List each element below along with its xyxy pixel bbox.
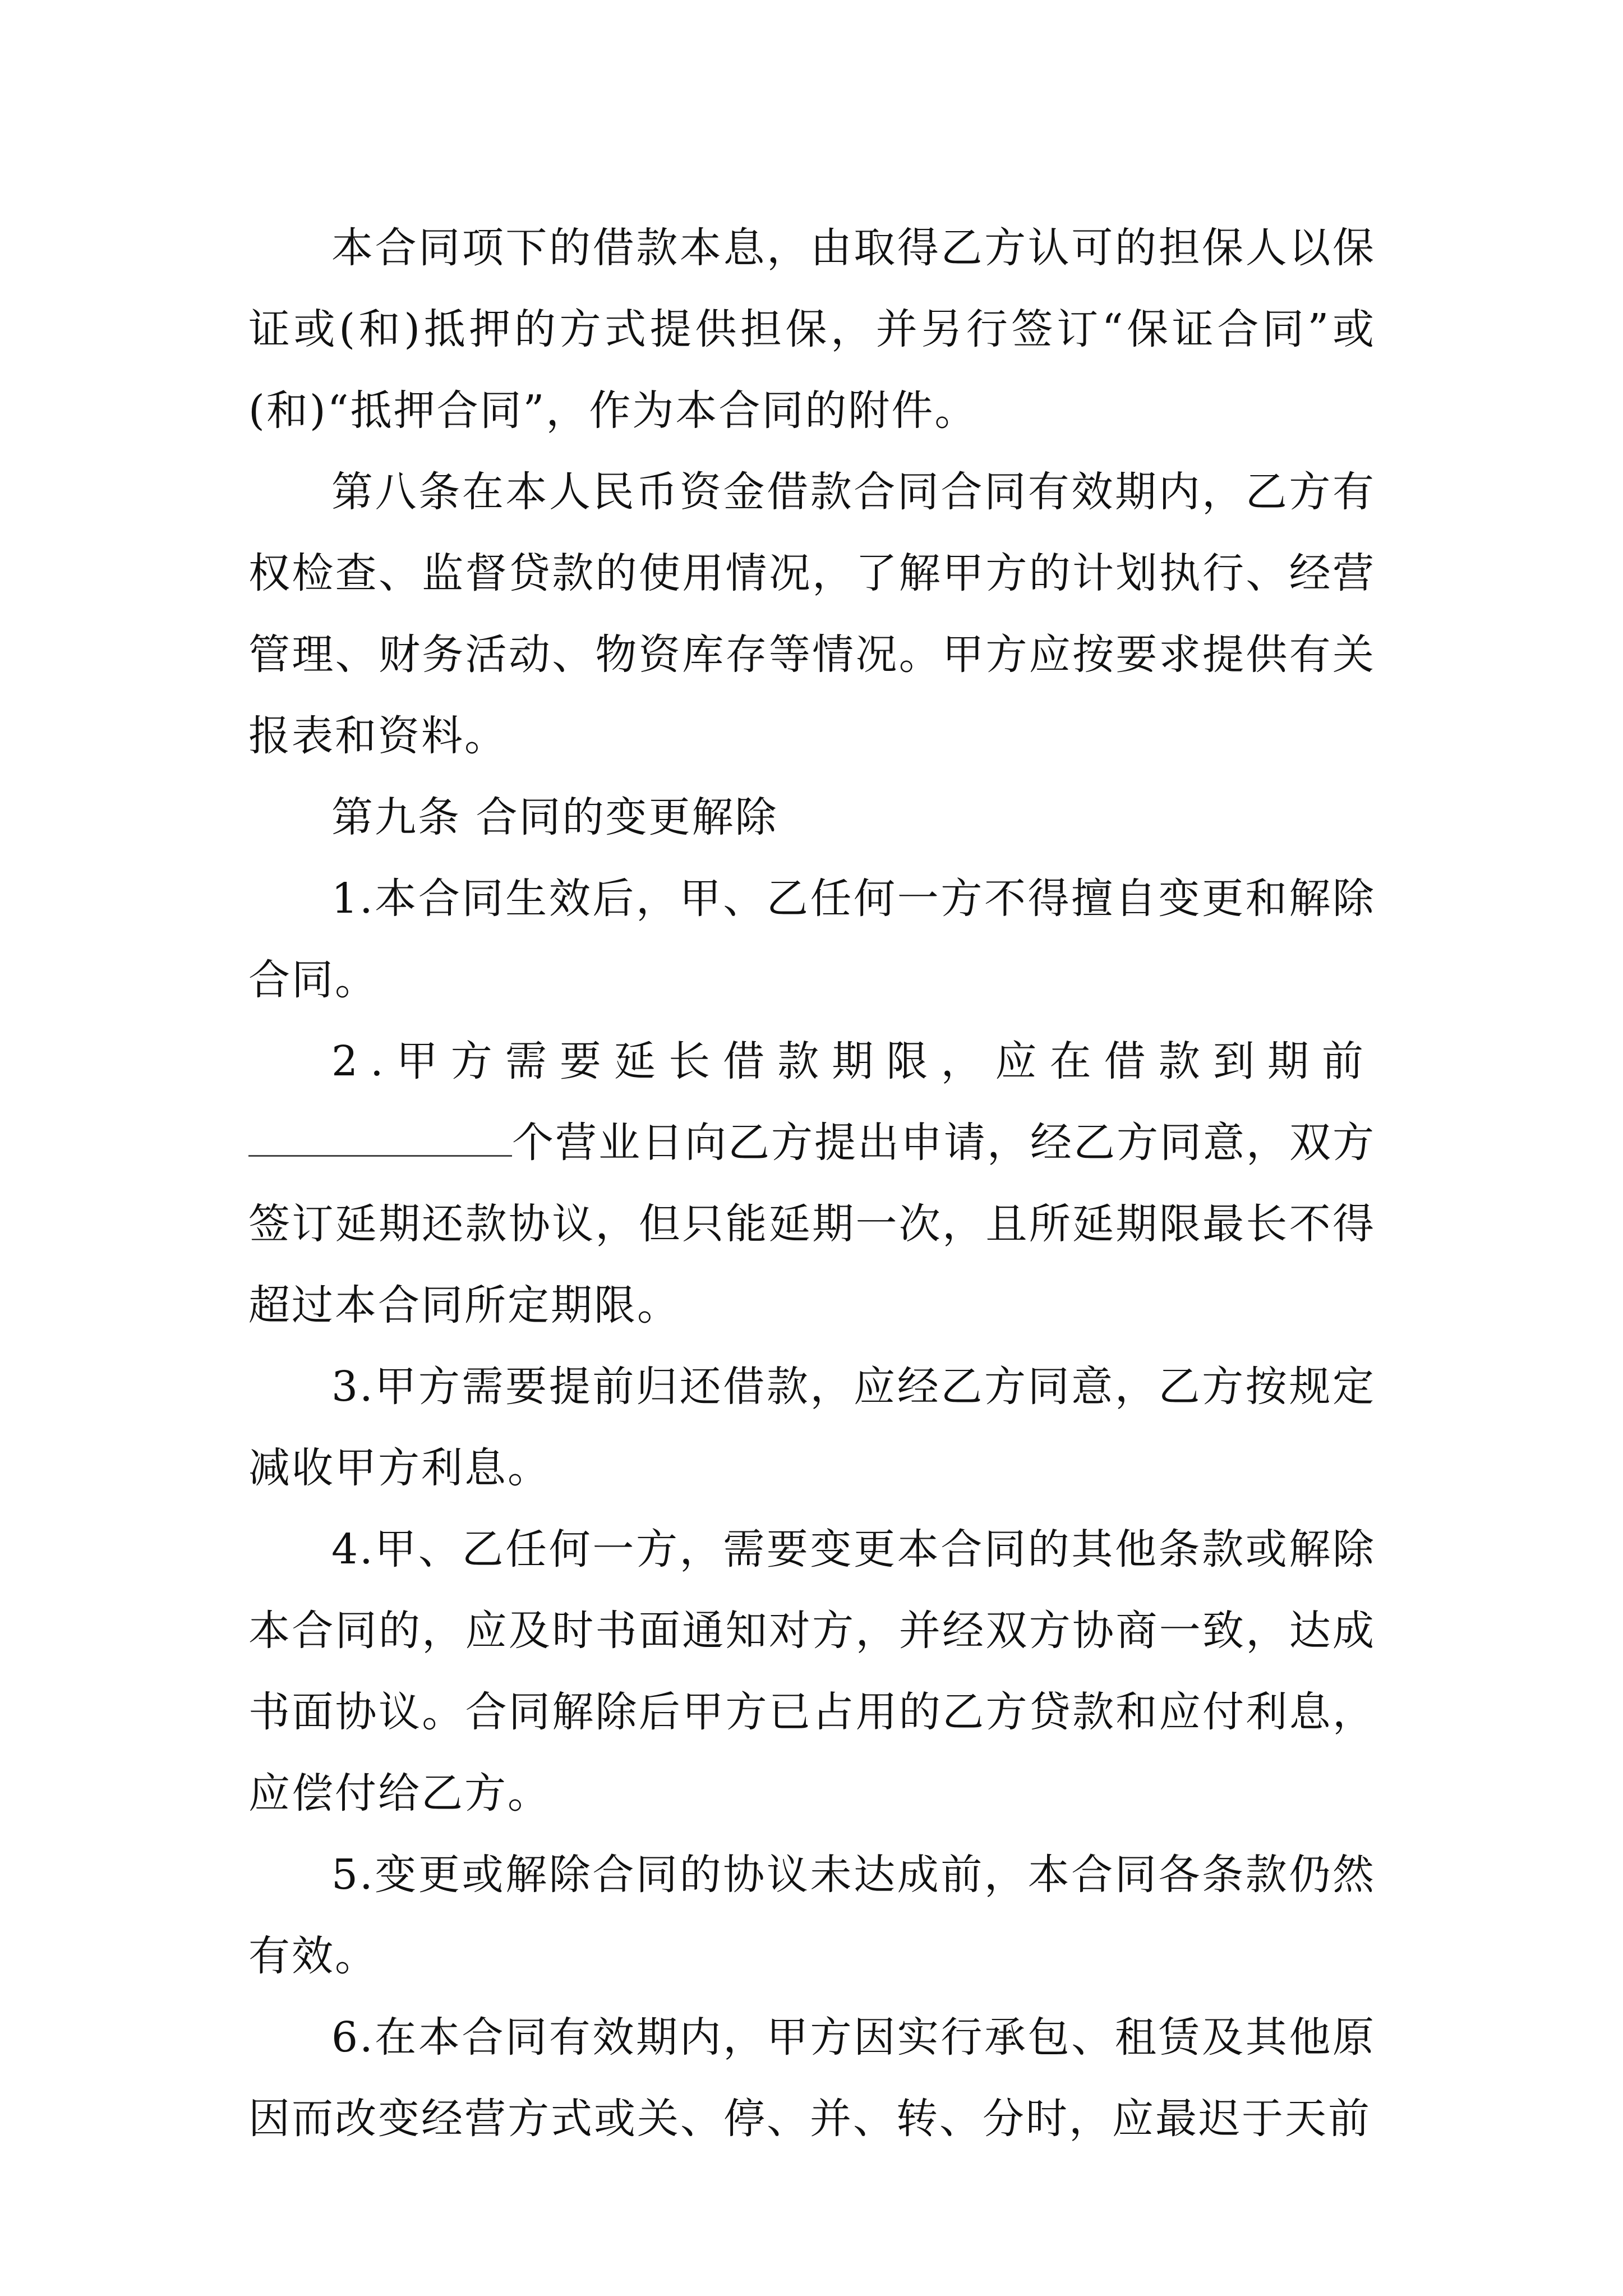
paragraph-guarantee: 本合同项下的借款本息，由取得乙方认可的担保人以保证或(和)抵押的方式提供担保，并另行签订“保证合同”或(和)“抵押合同”，作为本合同的附件。 [248, 224, 1376, 435]
blank-field-days[interactable] [248, 1121, 512, 1157]
clause-2-continued [248, 1102, 1376, 1346]
clause-2-rest: 个营业日向乙方提出申请，经乙方同意，双方签订延期还款协议，但只能延期一次，且所延期限最长不得超过本合同所定期限。 [248, 1119, 1376, 1329]
clause-2-lead: 2.甲方需要延长借款期限，应在借款到期前 [331, 1037, 1376, 1085]
clause-5: 5.变更或解除合同的协议未达成前，本合同各条款仍然有效。 [248, 1851, 1376, 1980]
clause-1: 1.本合同生效后，甲、乙任何一方不得擅自变更和解除合同。 [248, 875, 1376, 1004]
clause-4: 4.甲、乙任何一方，需要变更本合同的其他条款或解除本合同的，应及时书面通知对方，并经双方协商一致，达成书面协议。合同解除后甲方已占用的乙方贷款和应付利息，应偿付给乙方。 [248, 1525, 1376, 1818]
document-body [248, 208, 1376, 2160]
clause-6: 6.在本合同有效期内，甲方因实行承包、租赁及其他原因而改变经营方式或关、停、并、转、分时，应最迟于天前 [248, 2013, 1376, 2143]
heading-article-9: 第九条 合同的变更解除 [331, 793, 778, 841]
clause-2 [248, 1021, 1376, 1102]
clause-3: 3.甲方需要提前归还借款，应经乙方同意，乙方按规定减收甲方利息。 [248, 1363, 1376, 1492]
paragraph-article-8: 第八条在本人民币资金借款合同合同有效期内，乙方有权检查、监督贷款的使用情况，了解甲方的计划执行、经营管理、财务活动、物资库存等情况。甲方应按要求提供有关报表和资料。 [248, 468, 1376, 760]
